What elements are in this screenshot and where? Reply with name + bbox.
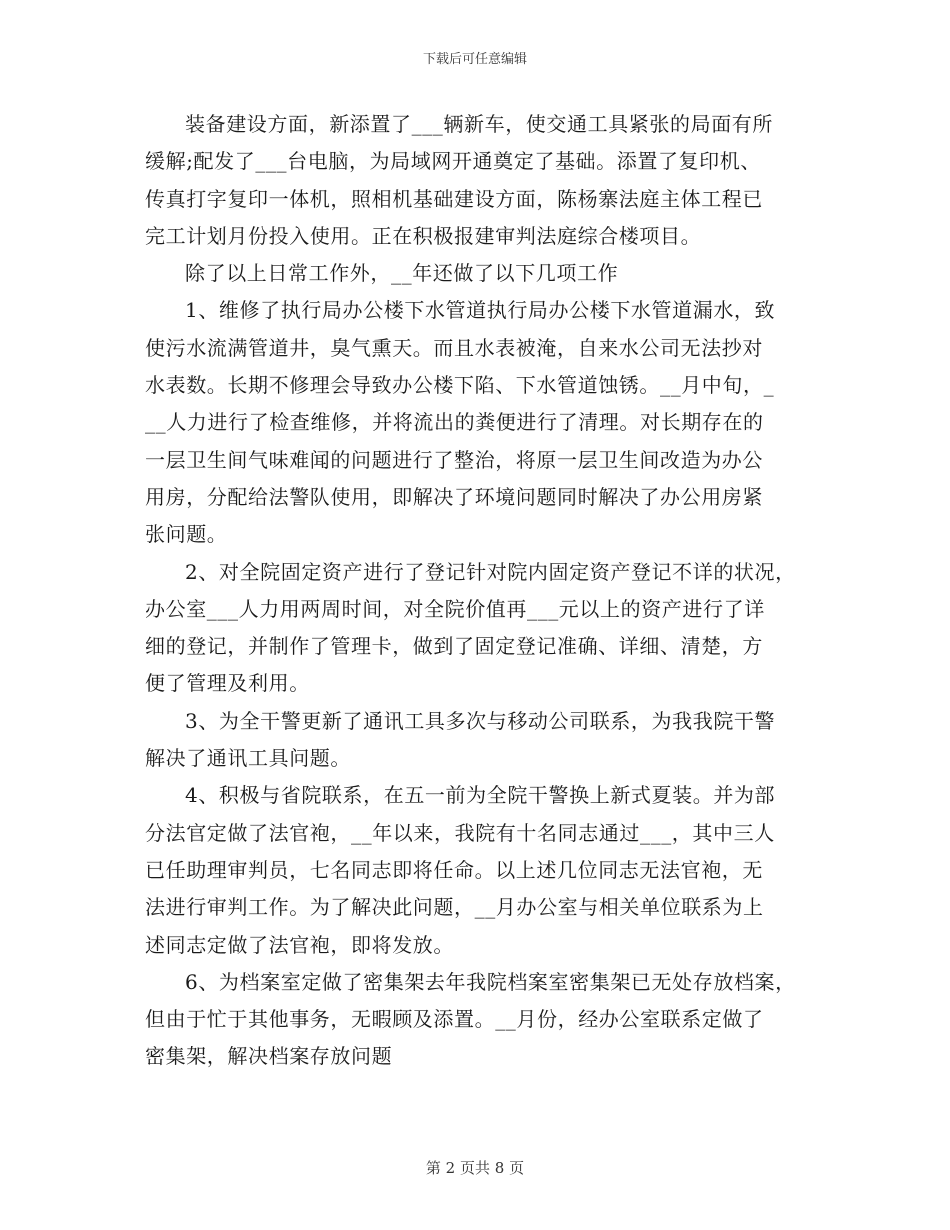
- paragraph-equipment: 装备建设方面，新添置了___辆新车，使交通工具紧张的局面有所 缓解;配发了___台电脑，为局域网开通奠定了基础。添置了复印机、 传真打字复印一体机，照相机基础建设方面，陈杨寨法庭主体工程已 完工计划月份投入使用。正在积极报建审判法庭综合楼项目。: [145, 112, 773, 248]
- paragraph-item-2: 2、对全院固定资产进行了登记针对院内固定资产登记不详的状况， 办公室___人力用两周时间，对全院价值再___元以上的资产进行了详 细的登记，并制作了管理卡，做到了固定登记准确、详细、清楚，方 便了管理及利用。: [145, 559, 796, 696]
- paragraph-item-6: 6、为档案室定做了密集架去年我院档案室密集架已无处存放档案， 但由于忙于其他事务，无暇顾及添置。__月份，经办公室联系定做了 密集架，解决档案存放问题: [145, 969, 796, 1069]
- paragraph-item-3: 3、为全干警更新了通讯工具多次与移动公司联系，为我我院干警 解决了通讯工具问题。: [145, 708, 776, 771]
- document-body: [145, 106, 807, 1076]
- page-footer: 第 2 页共 8 页: [425, 1159, 525, 1177]
- paragraph-item-1: 1、维修了执行局办公楼下水管道执行局办公楼下水管道漏水，致 使污水流满管道井，臭气熏天。而且水表被淹，自来水公司无法抄对 水表数。长期不修理会导致办公楼下陷、下水管道蚀锈。__月中旬，_ __人力进行了检查维修，并将流出的粪便进行了清理。对长期存在的 一层卫生间气味难闻的问题进行了整治，将原一层卫生间改造为办公 用房，分配给法警队使用，即解决了环境问题同时解决了办公用房紧 张问题。: [145, 298, 776, 547]
- paragraph-intro: 除了以上日常工作外，__年还做了以下几项工作: [185, 261, 619, 286]
- page-header: 下载后可任意编辑: [422, 52, 527, 67]
- paragraph-item-4: 4、积极与省院联系，在五一前为全院干警换上新式夏装。并为部 分法官定做了法官袍，__年以来，我院有十名同志通过___，其中三人 已任助理审判员，七名同志即将任命。以上述几位同志无法官袍，无 法进行审判工作。为了解决此问题，__月办公室与相关单位联系为上 述同志定做了法官袍，即将发放。: [145, 783, 776, 957]
